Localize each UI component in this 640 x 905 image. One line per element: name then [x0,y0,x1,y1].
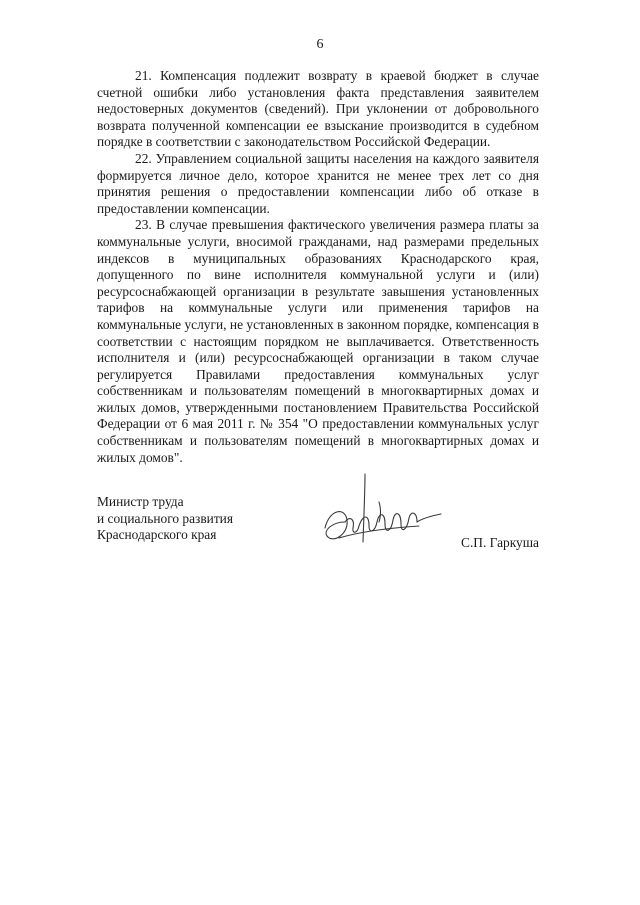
paragraph-22: 22. Управлением социальной защиты населения на каждого заявителя формируется личное дело, которое хранится не менее трех лет со дня принятия решения о предоставлении компенсации либо об отказе в предоставлении компенсации. [97,150,539,216]
signatory-title-line: Министр труда [97,494,184,509]
signatory-title-line: и социального развития [97,510,233,526]
document-body [97,68,539,466]
signatory-title-line: Краснодарского края [97,527,217,543]
signatory-name: С.П. Гаркуша [461,535,539,550]
paragraph-21: 21. Компенсация подлежит возврату в краевой бюджет в случае счетной ошибки либо установления факта представления заявителем недостоверных документов (сведений). При уклонении от добровольного возврата полученной компенсации ее взыскание производится в судебном порядке в соответствии с законодательством Российской Федерации. [97,68,539,150]
signature-block [97,494,539,564]
page-number: 6 [316,37,324,52]
handwritten-signature [319,472,449,554]
paragraph-23: 23. В случае превышения фактического увеличения размера платы за коммунальные услуги, вносимой гражданами, над размерами предельных индексов в муниципальных образованиях Краснодарского края, допущенного по вине исполнителя коммунальной услуги и (или) ресурсоснабжающей организации в результате завышения установленных тарифов на коммунальные услуги или применения тарифов на коммунальные услуги, не установленных в законном порядке, компенсация в соответствии с настоящим порядком не выплачивается. Ответственность исполнителя и (или) ресурсоснабжающей организации в таком случае регулируется Правилами предоставления коммунальных услуг собственникам и пользователям помещений в многоквартирных домах и жилых домов, утвержденными постановлением Правительства Российской Федерации от 6 мая 2011 г. № 354 "О предоставлении коммунальных услуг собственникам и пользователям помещений в многоквартирных домах и жилых домов". [97,217,539,465]
signatory-title [97,494,233,544]
